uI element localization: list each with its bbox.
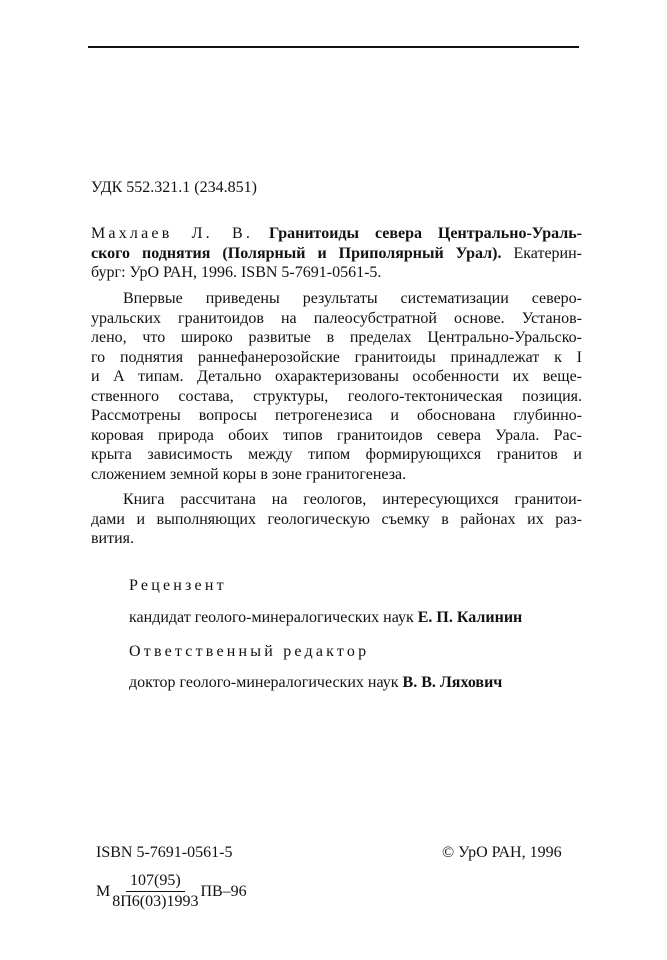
author: Махлаев Л. В. [91, 225, 254, 242]
code-suffix: ПВ–96 [200, 882, 247, 900]
reviewer-line [129, 608, 522, 627]
citation-line-1 [91, 224, 582, 243]
reviewer-name: Е. П. Калинин [417, 609, 523, 626]
code-numerator: 107(95) [126, 872, 185, 892]
citation-line-3: бург: УрО РАН, 1996. ISBN 5-7691-0561-5. [91, 264, 382, 281]
text-line: Рассмотрены вопросы петрогенезиса и обоснована глубинно- [91, 407, 582, 424]
code-denominator: 8П6(03)1993 [112, 893, 199, 910]
text-line: дами и выполняющих геологическую съемку в районах их раз- [91, 510, 582, 528]
citation-line-2 [91, 244, 582, 263]
editor-degree: доктор геолого-минералогических наук [129, 674, 399, 691]
editor-name: В. В. Ляхович [402, 674, 503, 691]
text-line: сложением земной коры в зоне гранитогенеза. [91, 465, 407, 483]
copyright: © УрО РАН, 1996 [442, 844, 562, 861]
editor-line [129, 673, 502, 692]
book-title-part-2: ского поднятия (Полярный и Приполярный Урал). [91, 245, 502, 262]
text-line: Впервые приведены результаты систематизации северо- [123, 290, 582, 307]
text-line: лено, что широко развитые в пределах Центрально-Уральско- [91, 329, 582, 346]
book-title-part-1: Гранитоиды севера Центрально-Ураль- [269, 225, 583, 242]
text-line: ственного состава, структуры, геолого-тектоническая позиция. [91, 387, 582, 405]
code-prefix: М [96, 882, 111, 900]
isbn: ISBN 5-7691-0561-5 [96, 844, 233, 861]
text-line: го поднятия раннефанерозойские гранитоиды принадлежат к I [91, 348, 582, 366]
text-line: коровая природа обоих типов гранитоидов севера Урала. Рас- [91, 426, 582, 444]
reviewer-heading: Рецензент [129, 577, 227, 594]
text-line: уральских гранитоидов на палеосубстратной основе. Установ- [91, 309, 582, 327]
reviewer-degree: кандидат геолого-минералогических наук [129, 609, 414, 626]
editor-heading: Ответственный редактор [129, 643, 370, 660]
publisher-place: Екатерин- [513, 245, 583, 262]
udk-code: УДК 552.321.1 (234.851) [91, 179, 257, 196]
text-line: Книга рассчитана на геологов, интересующихся гранитои- [123, 491, 582, 508]
code-fraction [112, 872, 198, 911]
text-line: вития. [91, 530, 135, 547]
text-line: и А типам. Детально охарактеризованы особенности их веще- [91, 368, 582, 385]
publication-code [96, 872, 247, 911]
top-rule [88, 46, 579, 48]
text-line: крыта зависимость между типом формирующихся гранитов и [91, 446, 582, 463]
